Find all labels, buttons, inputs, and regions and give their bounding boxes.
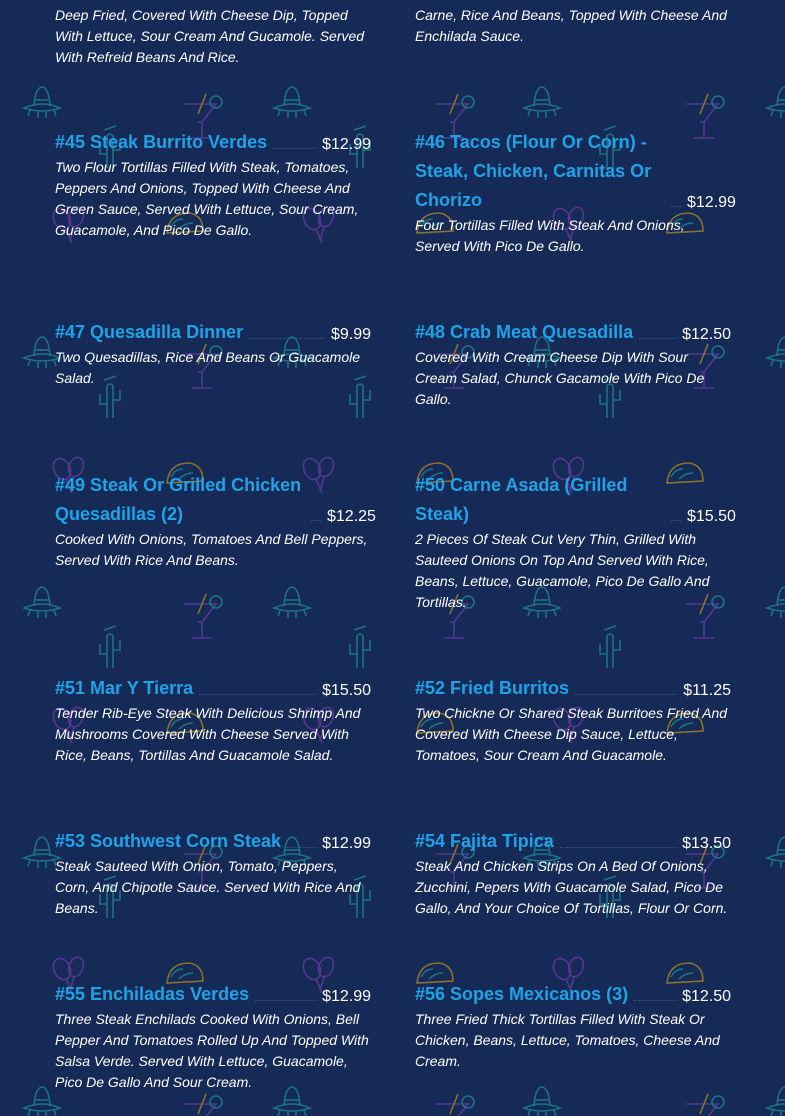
dotted-leader (671, 206, 681, 207)
dotted-leader (639, 338, 676, 339)
dotted-leader (311, 520, 321, 521)
sombrero-icon (524, 1087, 560, 1116)
menu-item[interactable] (415, 471, 736, 613)
item-description: Steak And Chicken Strips On A Bed Of Onions, Zucchini, Pepers With Guacamole Salad, Pico De Gallo, And Your Choice Of Tortillas, Flour Or Corn. (415, 858, 728, 916)
sombrero-icon (767, 587, 785, 618)
item-name[interactable]: #48 Crab Meat Quesadilla (415, 322, 634, 342)
item-name[interactable]: #56 Sopes Mexicanos (3) (415, 984, 629, 1004)
item-name[interactable]: #50 Carne Asada (Grilled Steak) (415, 475, 628, 524)
item-description: 2 Pieces Of Steak Cut Very Thin, Grilled With Sauteed Onions On Top And Served With Rice, Beans, Lettuce, Guacamole, Pico De Gallo And Tortillas. (415, 531, 710, 610)
dotted-leader (249, 338, 325, 339)
menu-item[interactable] (55, 980, 371, 1093)
item-price: $9.99 (330, 326, 371, 343)
item-price: $12.50 (682, 988, 731, 1005)
dotted-leader (255, 1000, 316, 1001)
dotted-leader (575, 694, 677, 695)
dotted-leader (199, 694, 316, 695)
item-name[interactable]: #52 Fried Burritos (415, 678, 570, 698)
menu-item[interactable] (55, 471, 376, 571)
item-price: $12.99 (322, 835, 371, 852)
item-description: Three Steak Enchilads Cooked With Onions, Bell Pepper And Tomatoes Rolled Up And Topped With Salsa Verde. Served With Lettuce, Guacamole, Pico De Gallo And Sour Cream. (55, 1011, 369, 1090)
item-name[interactable]: #53 Southwest Corn Steak (55, 831, 282, 851)
margarita-icon (686, 1094, 724, 1116)
cactus-icon (100, 626, 120, 668)
dotted-leader (634, 1000, 676, 1001)
menu-item[interactable] (415, 674, 731, 766)
menu-item[interactable] (415, 318, 731, 410)
dotted-leader (273, 148, 316, 149)
menu-item[interactable] (55, 827, 371, 919)
menu-item[interactable] (55, 128, 371, 241)
item-name[interactable]: #55 Enchiladas Verdes (55, 984, 250, 1004)
item-description-top-right: Carne, Rice And Beans, Topped With Cheese And Enchilada Sauce. (415, 7, 727, 44)
menu-item[interactable] (415, 980, 731, 1072)
item-description: Covered With Cream Cheese Dip With Sour Cream Salad, Chunck Gacamole With Pico De Gallo. (415, 349, 705, 407)
item-price: $12.99 (687, 194, 736, 211)
sombrero-icon (524, 87, 560, 118)
item-price: $12.99 (322, 136, 371, 153)
item-description: Cooked With Onions, Tomatoes And Bell Peppers, Served With Rice And Beans. (55, 531, 368, 568)
sombrero-icon (767, 337, 785, 368)
menu-item[interactable] (55, 674, 371, 766)
sombrero-icon (767, 87, 785, 118)
item-description-top-left: Deep Fried, Covered With Cheese Dip, Topped With Lettuce, Sour Cream And Gucamole. Served With Refreid Beans And Rice. (55, 7, 365, 65)
item-name[interactable]: #49 Steak Or Grilled Chicken Quesadillas (2) (55, 475, 302, 524)
menu-item[interactable] (415, 128, 736, 257)
item-description: Four Tortillas Filled With Steak And Onions, Served With Pico De Gallo. (415, 217, 685, 254)
item-price: $12.50 (682, 326, 731, 343)
item-description: Two Flour Tortillas Filled With Steak, Tomatoes, Peppers And Onions, Topped With Cheese And Green Sauce, Served With Lettuce, Sour Cream, Guacamole, And Pico De Gallo. (55, 159, 359, 238)
item-name[interactable]: #54 Fajita Tipica (415, 831, 554, 851)
item-price: $13.50 (682, 835, 731, 852)
sombrero-icon (767, 837, 785, 868)
item-description: Two Chickne Or Shared Steak Burritoes Fried And Covered With Cheese Dip Sauce, Lettuce, Tomatoes, Sour Cream And Guacamole. (415, 705, 728, 763)
item-description: Three Fried Thick Tortillas Filled With Steak Or Chicken, Beans, Lettuce, Tomatoes, Cheese And Cream. (415, 1011, 720, 1069)
dotted-leader (671, 520, 681, 521)
sombrero-icon (274, 587, 310, 618)
sombrero-icon (24, 87, 60, 118)
item-description: Steak Sauteed With Onion, Tomato, Peppers, Corn, And Chipotle Sauce. Served With Rice And Beans. (55, 858, 361, 916)
sombrero-icon (24, 587, 60, 618)
cactus-icon (600, 626, 620, 668)
margarita-icon (184, 1094, 222, 1116)
item-name[interactable]: #46 Tacos (Flour Or Corn) - Steak, Chicken, Carnitas Or Chorizo (415, 132, 652, 210)
menu-item[interactable] (415, 827, 731, 919)
item-description: Two Quesadillas, Rice And Beans Or Guacamole Salad. (55, 349, 361, 386)
sombrero-icon (274, 87, 310, 118)
menu-item[interactable] (55, 318, 371, 389)
margarita-icon (436, 1094, 474, 1116)
item-price: $11.25 (683, 682, 731, 699)
margarita-icon (184, 594, 222, 638)
item-price: $15.50 (687, 508, 736, 525)
item-price: $12.25 (327, 508, 376, 525)
item-name[interactable]: #51 Mar Y Tierra (55, 678, 194, 698)
dotted-leader (287, 847, 316, 848)
item-description: Tender Rib-Eye Steak With Delicious Shrimp And Mushrooms Covered With Cheese Served With Rice, Beans, Tortillas And Guacamole Salad. (55, 705, 361, 763)
item-price: $12.99 (322, 988, 371, 1005)
sombrero-icon (767, 1087, 785, 1116)
item-name[interactable]: #47 Quesadilla Dinner (55, 322, 244, 342)
cactus-icon (350, 626, 370, 668)
item-name[interactable]: #45 Steak Burrito Verdes (55, 132, 268, 152)
dotted-leader (560, 847, 676, 848)
item-price: $15.50 (322, 682, 371, 699)
